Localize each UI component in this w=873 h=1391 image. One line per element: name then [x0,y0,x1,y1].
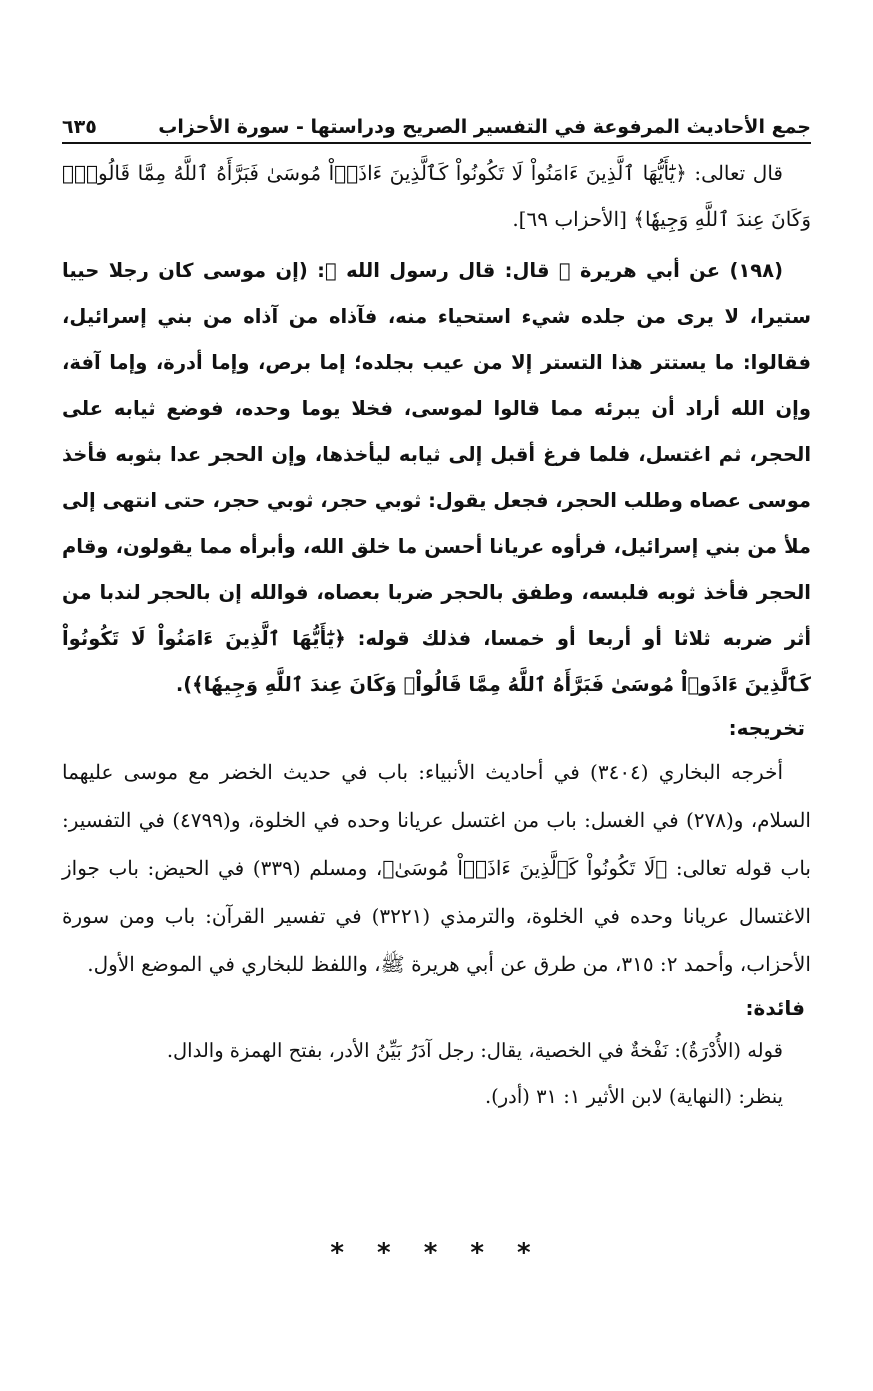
section-separator: * * * * * [330,1238,543,1268]
takhrij-heading: تخريجه: [728,716,805,740]
page-number: ٦٣٥ [62,116,97,138]
takhrij-paragraph: أخرجه البخاري (٣٤٠٤) في أحاديث الأنبياء: باب في حديث الخضر مع موسى عليهما السلام، و(٢٧٨) في الغسل: باب من اغتسل عريانا وحده في الخلوة، و(٤٧٩٩) في التفسير: باب قوله تعالى: ﴿لَا تَكُونُواْ كَٱلَّذِينَ ءَاذَوۡاْ مُوسَىٰ﴾، ومسلم (٣٣٩) في الحيض: باب جواز الاغتسال عريانا وحده في الخلوة، والترمذي (٣٢٢١) في تفسير القرآن: باب ومن سورة الأحزاب، وأحمد ٢: ٣١٥، من طرق عن أبي هريرة ﷺ، واللفظ للبخاري في الموضع الأول. [62,760,812,976]
page-body [62,150,811,1120]
faida-line-1: قوله (الأُدْرَةُ): نَفْخةٌ في الخصية، يقال: رجل آدَرُ بَيِّنُ الأدر، بفتح الهمزة والدال. [166,1039,783,1062]
faida-heading: فائدة: [745,996,805,1020]
hadith-paragraph: (١٩٨) عن أبي هريرة ﷺ قال: قال رسول الله ﷺ: (إن موسى كان رجلا حييا ستيرا، لا يرى من جلده شيء استحياء منه، فآذاه من آذاه من بني إسرائيل، فقالوا: ما يستتر هذا التستر إلا من عيب بجلده؛ إما برص، وإما أدرة، وإما آفة، وإن الله أراد أن يبرئه مما قالوا لموسى، فخلا يوما وحده، فوضع ثيابه على الحجر، ثم اغتسل، فلما فرغ أقبل إلى ثيابه ليأخذها، وإن الحجر عدا بثوبه فأخذ موسى عصاه وطلب الحجر، فجعل يقول: ثوبي حجر، ثوبي حجر، حتى انتهى إلى ملأ من بني إسرائيل، فرأوه عريانا أحسن ما خلق الله، وأبرأه مما يقولون، وقام الحجر فأخذ ثوبه فلبسه، وطفق بالحجر ضربا بعصاه، فوالله إن بالحجر لندبا من أثر ضربه ثلاثا أو أربعا أو خمسا، فذلك قوله: ﴿يَٰٓأَيُّهَا ٱلَّذِينَ ءَامَنُواْ لَا تَكُونُواْ كَٱلَّذِينَ ءَاذَوۡاْ مُوسَىٰ فَبَرَّأَهُ ٱللَّهُ مِمَّا قَالُواْۚ وَكَانَ عِندَ ٱللَّهِ وَجِيهٗا﴾). [62,259,811,696]
verse-paragraph: قال تعالى: ﴿يَٰٓأَيُّهَا ٱلَّذِينَ ءَامَنُواْ لَا تَكُونُواْ كَٱلَّذِينَ ءَاذَوۡاْ مُوسَىٰ فَبَرَّأَهُ ٱللَّهُ مِمَّا قَالُواْۚ وَكَانَ عِندَ ٱللَّهِ وَجِيهٗا﴾ [الأحزاب ٦٩]. [62,161,811,231]
running-header [62,104,811,144]
header-title: جمع الأحاديث المرفوعة في التفسير الصريح ودراستها - سورة الأحزاب [158,116,811,138]
faida-line-2: ينظر: (النهاية) لابن الأثير ١: ٣١ (أدر). [484,1085,783,1108]
